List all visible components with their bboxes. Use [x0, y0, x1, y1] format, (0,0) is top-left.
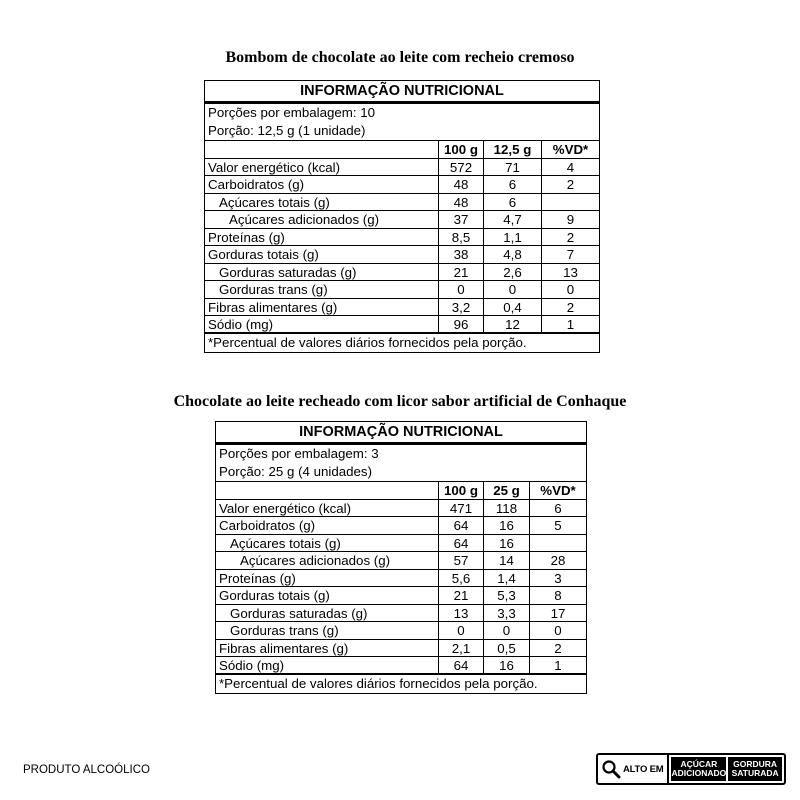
column-header-blank — [216, 482, 438, 500]
nutrient-name: Gorduras saturadas (g) — [216, 605, 438, 623]
nutrient-value — [541, 194, 599, 212]
nutrient-value: 16 — [483, 657, 529, 675]
nutrient-value: 2,6 — [483, 264, 541, 282]
nutrient-value: 0 — [529, 622, 586, 640]
nutrient-name: Açúcares totais (g) — [216, 535, 438, 553]
nutrient-value: 6 — [483, 194, 541, 212]
nutrient-name: Fibras alimentares (g) — [216, 640, 438, 658]
nutrient-value: 8 — [529, 587, 586, 605]
nutrient-name: Gorduras trans (g) — [205, 281, 438, 299]
alcoholic-product-label: PRODUTO ALCOÓLICO — [23, 764, 150, 776]
nutrient-value: 7 — [541, 246, 599, 264]
nutrient-value: 572 — [438, 159, 483, 177]
nutrient-value: 38 — [438, 246, 483, 264]
nutrient-name: Valor energético (kcal) — [205, 159, 438, 177]
nutrient-value: 4,8 — [483, 246, 541, 264]
nutrient-value: 21 — [438, 264, 483, 282]
nutrient-value: 0 — [483, 281, 541, 299]
nutrient-name: Açúcares adicionados (g) — [205, 211, 438, 229]
nutrient-value: 0,4 — [483, 299, 541, 317]
table-header: INFORMAÇÃO NUTRICIONAL — [216, 422, 586, 445]
nutrient-name: Proteínas (g) — [205, 229, 438, 247]
warning-nutrient-added-sugar — [671, 757, 726, 781]
nutrient-value: 4 — [541, 159, 599, 177]
warning-line: AÇÚCAR — [680, 759, 718, 769]
nutrient-value: 96 — [438, 316, 483, 334]
nutrient-value: 1,1 — [483, 229, 541, 247]
column-header-blank — [205, 141, 438, 159]
column-header: 100 g — [438, 141, 483, 159]
nutrient-value: 0 — [541, 281, 599, 299]
warning-line: SATURADA — [731, 768, 779, 778]
alto-em-section — [598, 755, 669, 783]
nutrient-name: Fibras alimentares (g) — [205, 299, 438, 317]
nutrient-name: Valor energético (kcal) — [216, 500, 438, 518]
nutrient-value: 21 — [438, 587, 483, 605]
nutrient-value: 2,1 — [438, 640, 483, 658]
column-header: %VD* — [529, 482, 586, 500]
nutrient-value: 71 — [483, 159, 541, 177]
nutrient-value: 5 — [529, 517, 586, 535]
nutrient-value: 64 — [438, 517, 483, 535]
nutrient-value: 1 — [529, 657, 586, 675]
nutrient-value: 13 — [541, 264, 599, 282]
nutrient-value: 3 — [529, 570, 586, 588]
product-title: Bombom de chocolate ao leite com recheio cremoso — [225, 49, 575, 66]
nutrient-name: Gorduras totais (g) — [205, 246, 438, 264]
footnote: *Percentual de valores diários fornecidos pela porção. — [219, 675, 538, 691]
nutrient-value: 5,3 — [483, 587, 529, 605]
footnote: *Percentual de valores diários fornecidos pela porção. — [208, 334, 527, 350]
nutrient-value: 16 — [483, 517, 529, 535]
nutrient-value: 2 — [541, 299, 599, 317]
nutrition-grid — [205, 141, 599, 334]
nutrient-name: Carboidratos (g) — [205, 176, 438, 194]
nutrition-grid — [216, 482, 586, 675]
nutrient-value: 1,4 — [483, 570, 529, 588]
nutrient-value: 3,3 — [483, 605, 529, 623]
nutrient-value: 471 — [438, 500, 483, 518]
alto-em-text: ALTO EM — [623, 763, 664, 775]
nutrient-value: 0 — [438, 281, 483, 299]
servings-per-package: Porções por embalagem: 3 — [219, 446, 379, 461]
nutrition-table — [215, 421, 587, 694]
nutrient-value: 28 — [529, 552, 586, 570]
nutrient-value: 6 — [529, 500, 586, 518]
warning-line: ADICIONADO — [671, 768, 727, 778]
warning-nutrient-saturated-fat — [728, 757, 782, 781]
nutrient-value: 13 — [438, 605, 483, 623]
nutrient-value: 3,2 — [438, 299, 483, 317]
nutrient-value — [529, 535, 586, 553]
column-header: %VD* — [541, 141, 599, 159]
nutrient-value: 4,7 — [483, 211, 541, 229]
nutrient-value: 14 — [483, 552, 529, 570]
nutrient-value: 2 — [541, 229, 599, 247]
nutrient-name: Sódio (mg) — [205, 316, 438, 334]
portion-size: Porção: 12,5 g (1 unidade) — [205, 122, 599, 141]
servings-per-package: Porções por embalagem: 10 — [208, 105, 376, 120]
nutrient-value: 0,5 — [483, 640, 529, 658]
nutrient-value: 48 — [438, 176, 483, 194]
nutrient-value: 37 — [438, 211, 483, 229]
nutrient-value: 2 — [529, 640, 586, 658]
nutrient-value: 64 — [438, 657, 483, 675]
product-title: Chocolate ao leite recheado com licor sabor artificial de Conhaque — [173, 393, 627, 410]
nutrient-value: 12 — [483, 316, 541, 334]
nutrient-value: 5,6 — [438, 570, 483, 588]
nutrient-value: 118 — [483, 500, 529, 518]
nutrient-name: Gorduras totais (g) — [216, 587, 438, 605]
front-warning-label — [596, 753, 786, 785]
column-header: 25 g — [483, 482, 529, 500]
nutrient-value: 6 — [483, 176, 541, 194]
nutrient-value: 8,5 — [438, 229, 483, 247]
column-header: 100 g — [438, 482, 483, 500]
nutrient-value: 64 — [438, 535, 483, 553]
column-header: 12,5 g — [483, 141, 541, 159]
nutrient-value: 0 — [438, 622, 483, 640]
nutrient-name: Açúcares adicionados (g) — [216, 552, 438, 570]
nutrient-value: 17 — [529, 605, 586, 623]
nutrient-name: Carboidratos (g) — [216, 517, 438, 535]
nutrient-name: Gorduras saturadas (g) — [205, 264, 438, 282]
nutrient-value: 0 — [483, 622, 529, 640]
nutrient-name: Açúcares totais (g) — [205, 194, 438, 212]
nutrient-name: Sódio (mg) — [216, 657, 438, 675]
nutrient-value: 16 — [483, 535, 529, 553]
magnifier-icon — [601, 759, 621, 779]
nutrient-value: 48 — [438, 194, 483, 212]
table-header: INFORMAÇÃO NUTRICIONAL — [205, 81, 599, 104]
nutrient-name: Gorduras trans (g) — [216, 622, 438, 640]
nutrient-value: 9 — [541, 211, 599, 229]
nutrition-table — [204, 80, 600, 353]
portion-size: Porção: 25 g (4 unidades) — [216, 463, 586, 482]
nutrient-value: 2 — [541, 176, 599, 194]
nutrient-value: 57 — [438, 552, 483, 570]
nutrient-value: 1 — [541, 316, 599, 334]
nutrient-name: Proteínas (g) — [216, 570, 438, 588]
warning-line: GORDURA — [733, 759, 778, 769]
